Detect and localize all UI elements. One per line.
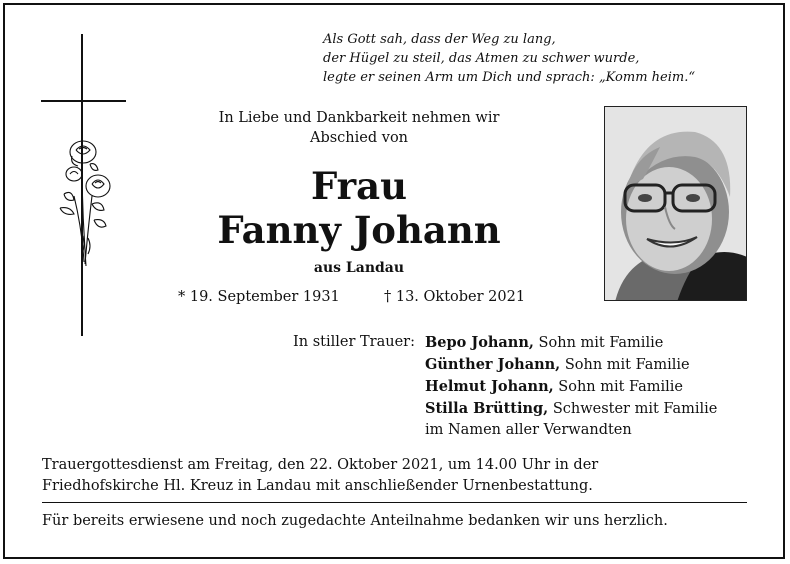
mourner-name: Stilla Brütting, xyxy=(425,400,549,417)
portrait-illustration xyxy=(605,107,747,301)
intro-line-2: Abschied von xyxy=(309,130,409,146)
mourner-relation: Sohn mit Familie xyxy=(553,379,684,395)
death-date: † 13. Oktober 2021 xyxy=(384,289,526,305)
intro-line-1: In Liebe und Dankbarkeit nehmen wir xyxy=(218,110,500,126)
portrait-photo xyxy=(604,106,747,301)
service-line-1: Trauergottesdienst am Freitag, den 22. Oktober 2021, um 14.00 Uhr in der xyxy=(42,457,599,473)
mourner-name: Bepo Johann, xyxy=(425,334,534,351)
list-item xyxy=(425,354,765,376)
roses-icon xyxy=(52,134,122,269)
mourning-label: In stiller Trauer: xyxy=(293,334,415,350)
mourning-closing: im Namen aller Verwandten xyxy=(425,422,632,438)
mourner-relation: Sohn mit Familie xyxy=(560,357,690,373)
service-line-2: Friedhofskirche Hl. Kreuz in Landau mit anschließender Urnenbestattung. xyxy=(42,478,593,494)
origin: aus Landau xyxy=(313,260,405,276)
poem-line: legte er seinen Arm um Dich und sprach: „Komm heim.“ xyxy=(323,70,695,85)
poem-line: Als Gott sah, dass der Weg zu lang, xyxy=(323,32,556,47)
thanks-text: Für bereits erwiesene und noch zugedachte Anteilnahme bedanken wir uns herzlich. xyxy=(42,513,668,529)
mourner-relation: Sohn mit Familie xyxy=(533,335,664,351)
service-info xyxy=(42,455,762,497)
cross-icon-bar xyxy=(41,100,126,102)
birth-date: * 19. September 1931 xyxy=(178,289,340,305)
poem-line: der Hügel zu steil, das Atmen zu schwer wurde, xyxy=(323,51,640,66)
list-item xyxy=(425,398,765,420)
mourner-name: Günther Johann, xyxy=(425,356,561,373)
deceased-name: Fanny Johann xyxy=(217,208,501,252)
salutation: Frau xyxy=(311,164,407,208)
intro-text xyxy=(150,108,568,148)
list-item xyxy=(425,376,765,398)
divider xyxy=(42,502,747,503)
mourner-name: Helmut Johann, xyxy=(425,378,554,395)
mourner-relation: Schwester mit Familie xyxy=(548,401,718,417)
poem xyxy=(323,30,763,87)
list-item xyxy=(425,332,765,354)
mourner-list xyxy=(425,332,765,441)
